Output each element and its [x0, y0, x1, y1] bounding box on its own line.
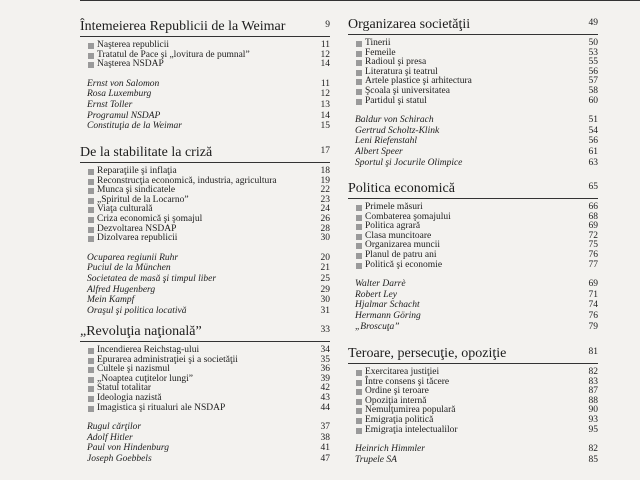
chapter-list — [348, 39, 598, 106]
chapter-title: Femeile — [365, 47, 396, 58]
chapter-page-number: 23 — [320, 194, 330, 205]
chapter-page-number: 30 — [320, 233, 330, 244]
feature-title: Rosa Luxemburg — [87, 89, 152, 100]
section-header — [348, 16, 598, 35]
feature-entry — [348, 311, 598, 322]
feature-page-number: 20 — [320, 252, 330, 263]
square-bullet-icon — [88, 396, 94, 402]
feature-title: Albert Speer — [355, 146, 403, 157]
square-bullet-icon — [88, 169, 94, 175]
square-bullet-icon — [88, 217, 94, 223]
chapter-title: Clasa muncitoare — [365, 230, 432, 241]
feature-title: Ernst Toller — [87, 99, 133, 110]
toc-section — [348, 345, 598, 465]
feature-page-number: 13 — [320, 99, 330, 110]
feature-entry — [80, 100, 330, 111]
section-page-number: 65 — [588, 182, 598, 192]
square-bullet-icon — [88, 53, 94, 59]
chapter-page-number: 95 — [588, 424, 598, 435]
feature-title: Puciul de la München — [87, 263, 171, 274]
feature-page-number: 12 — [320, 89, 330, 100]
feature-entry — [80, 263, 330, 274]
feature-entry — [80, 306, 330, 317]
feature-page-number: 56 — [588, 136, 598, 147]
feature-entry — [348, 126, 598, 137]
feature-title: Oraşul şi politica locativă — [87, 305, 187, 316]
feature-title: Gertrud Scholtz-Klink — [355, 125, 440, 136]
feature-title: Ernst von Salomon — [87, 78, 160, 89]
square-bullet-icon — [356, 418, 362, 424]
chapter-page-number: 43 — [320, 392, 330, 403]
chapter-page-number: 39 — [320, 373, 330, 384]
chapter-page-number: 44 — [320, 402, 330, 413]
chapter-page-number: 88 — [588, 395, 598, 406]
section-title: Organizarea societăţii — [348, 17, 471, 32]
chapter-page-number: 68 — [588, 211, 598, 222]
square-bullet-icon — [88, 207, 94, 213]
feature-title: Mein Kampf — [87, 295, 135, 306]
feature-title: Rugul cărţilor — [87, 422, 142, 433]
feature-entry — [348, 158, 598, 169]
chapter-page-number: 34 — [320, 345, 330, 355]
chapter-page-number: 93 — [588, 414, 598, 425]
chapter-page-number: 50 — [588, 38, 598, 48]
feature-title: Leni Riefenstahl — [355, 136, 418, 147]
section-header — [348, 180, 598, 199]
feature-title: Sportul şi Jocurile Olimpice — [355, 157, 463, 168]
feature-list — [348, 115, 598, 168]
section-title: „Revoluţia naţională” — [80, 324, 202, 339]
section-header — [80, 18, 330, 37]
toc-section — [348, 180, 598, 332]
feature-page-number: 74 — [588, 300, 598, 311]
feature-title: Ocuparea regiunii Ruhr — [87, 252, 179, 263]
square-bullet-icon — [356, 99, 362, 105]
chapter-entry — [348, 97, 598, 107]
chapter-title: Politica agrară — [365, 221, 421, 232]
feature-list — [80, 253, 330, 317]
square-bullet-icon — [88, 62, 94, 68]
square-bullet-icon — [88, 179, 94, 185]
square-bullet-icon — [356, 428, 362, 434]
chapter-title: „Noaptea cuţitelor lungi” — [97, 373, 194, 384]
chapter-page-number: 76 — [588, 249, 598, 260]
square-bullet-icon — [88, 386, 94, 392]
chapter-page-number: 57 — [588, 76, 598, 87]
chapter-title: Opoziţia internă — [365, 395, 427, 406]
feature-entry — [80, 89, 330, 100]
square-bullet-icon — [356, 370, 362, 376]
square-bullet-icon — [356, 408, 362, 414]
section-title: Teroare, persecuţie, opoziţie — [348, 346, 507, 361]
square-bullet-icon — [356, 224, 362, 230]
square-bullet-icon — [356, 243, 362, 249]
feature-list — [80, 422, 330, 464]
feature-entry — [348, 290, 598, 301]
square-bullet-icon — [88, 236, 94, 242]
chapter-page-number: 87 — [588, 386, 598, 397]
chapter-title: Radioul şi presa — [365, 57, 427, 68]
feature-page-number: 30 — [320, 295, 330, 306]
section-page-number: 17 — [320, 146, 330, 156]
square-bullet-icon — [88, 198, 94, 204]
feature-entry — [80, 274, 330, 285]
feature-title: Robert Ley — [355, 289, 397, 300]
section-page-number: 81 — [588, 347, 598, 357]
feature-entry — [80, 285, 330, 296]
square-bullet-icon — [88, 188, 94, 194]
feature-entry — [80, 443, 330, 454]
feature-title: „Broscuţa” — [355, 321, 400, 332]
feature-title: Trupele SA — [355, 454, 397, 465]
feature-title: Alfred Hugenberg — [87, 284, 156, 295]
feature-title: Hjalmar Schacht — [355, 300, 420, 311]
top-rule — [80, 0, 640, 1]
chapter-title: Partidul şi statul — [365, 95, 427, 106]
chapter-page-number: 77 — [588, 259, 598, 270]
chapter-title: Incendierea Reichstag-ului — [97, 345, 200, 355]
feature-entry — [348, 147, 598, 158]
chapter-page-number: 75 — [588, 240, 598, 251]
feature-entry — [348, 455, 598, 466]
chapter-title: Primele măsuri — [365, 202, 423, 212]
feature-title: Joseph Goebbels — [87, 453, 152, 464]
feature-list — [348, 444, 598, 465]
feature-entry — [80, 253, 330, 264]
feature-title: Constituţia de la Weimar — [87, 121, 182, 132]
feature-entry — [80, 121, 330, 132]
feature-page-number: 37 — [320, 422, 330, 433]
feature-page-number: 41 — [320, 443, 330, 454]
feature-page-number: 25 — [320, 273, 330, 284]
chapter-list — [80, 346, 330, 413]
chapter-title: Naşterea NSDAP — [97, 59, 164, 70]
chapter-page-number: 14 — [320, 59, 330, 70]
chapter-page-number: 42 — [320, 383, 330, 394]
section-page-number: 9 — [325, 20, 330, 30]
feature-page-number: 31 — [320, 305, 330, 316]
feature-page-number: 82 — [588, 444, 598, 455]
feature-title: Hermann Göring — [355, 310, 421, 321]
chapter-title: Dezvoltarea NSDAP — [97, 223, 177, 234]
chapter-page-number: 12 — [320, 49, 330, 60]
feature-list — [348, 279, 598, 332]
chapter-page-number: 53 — [588, 47, 598, 58]
chapter-list — [348, 368, 598, 435]
section-page-number: 33 — [320, 325, 330, 335]
square-bullet-icon — [356, 263, 362, 269]
chapter-title: Organizarea muncii — [365, 240, 440, 251]
feature-page-number: 54 — [588, 125, 598, 136]
chapter-title: Combaterea şomajului — [365, 211, 451, 222]
chapter-title: Viaţa culturală — [97, 204, 153, 215]
chapter-entry — [80, 404, 330, 414]
square-bullet-icon — [356, 41, 362, 47]
toc-section — [80, 144, 330, 316]
chapter-page-number: 26 — [320, 213, 330, 224]
toc-section — [348, 16, 598, 168]
section-header — [348, 345, 598, 364]
chapter-page-number: 22 — [320, 185, 330, 196]
section-title: De la stabilitate la criză — [80, 145, 213, 160]
chapter-list — [348, 203, 598, 270]
chapter-title: Emigraţia politică — [365, 414, 434, 425]
chapter-title: Ideologia nazistă — [97, 392, 162, 403]
square-bullet-icon — [356, 60, 362, 66]
feature-title: Societatea de masă şi timpul liber — [87, 273, 217, 284]
feature-page-number: 63 — [588, 157, 598, 168]
chapter-entry — [348, 426, 598, 436]
feature-entry — [348, 300, 598, 311]
section-header — [80, 323, 330, 342]
square-bullet-icon — [356, 51, 362, 57]
feature-entry — [80, 433, 330, 444]
square-bullet-icon — [356, 205, 362, 211]
feature-page-number: 38 — [320, 432, 330, 443]
chapter-entry — [80, 60, 330, 70]
chapter-entry — [348, 261, 598, 271]
chapter-title: Cultele şi nazismul — [97, 364, 170, 375]
feature-title: Programul NSDAP — [87, 110, 161, 121]
chapter-title: Tinerii — [365, 38, 391, 48]
chapter-entry — [80, 234, 330, 244]
chapter-page-number: 90 — [588, 405, 598, 416]
feature-page-number: 29 — [320, 284, 330, 295]
feature-entry — [348, 444, 598, 455]
feature-entry — [348, 279, 598, 290]
feature-entry — [80, 79, 330, 90]
feature-page-number: 76 — [588, 310, 598, 321]
chapter-title: Între consens şi tăcere — [365, 376, 450, 387]
square-bullet-icon — [356, 253, 362, 259]
square-bullet-icon — [88, 377, 94, 383]
chapter-title: Statul totalitar — [97, 383, 152, 394]
chapter-title: Politică şi economie — [365, 259, 443, 270]
square-bullet-icon — [88, 43, 94, 49]
square-bullet-icon — [356, 215, 362, 221]
feature-entry — [80, 295, 330, 306]
square-bullet-icon — [88, 406, 94, 412]
chapter-page-number: 72 — [588, 230, 598, 241]
feature-page-number: 14 — [320, 110, 330, 121]
square-bullet-icon — [88, 348, 94, 354]
chapter-title: Planul de patru ani — [365, 249, 437, 260]
chapter-page-number: 24 — [320, 204, 330, 215]
feature-entry — [80, 422, 330, 433]
feature-title: Adolf Hitler — [87, 432, 133, 443]
chapter-title: Ordine şi teroare — [365, 386, 429, 397]
chapter-title: Imagistica şi ritualuri ale NSDAP — [97, 402, 226, 413]
chapter-page-number: 66 — [588, 202, 598, 212]
chapter-title: Exercitarea justiţiei — [365, 367, 440, 377]
square-bullet-icon — [356, 380, 362, 386]
feature-page-number: 69 — [588, 279, 598, 290]
section-page-number: 49 — [588, 18, 598, 28]
feature-entry — [80, 111, 330, 122]
chapter-title: „Spiritul de la Locarno” — [97, 194, 189, 205]
section-title: Întemeierea Republicii de la Weimar — [80, 19, 286, 34]
square-bullet-icon — [356, 79, 362, 85]
feature-entry — [80, 454, 330, 465]
square-bullet-icon — [88, 358, 94, 364]
chapter-page-number: 36 — [320, 364, 330, 375]
chapter-title: Naşterea republicii — [97, 40, 170, 50]
square-bullet-icon — [356, 70, 362, 76]
feature-page-number: 15 — [320, 121, 330, 132]
chapter-list — [80, 167, 330, 244]
feature-entry — [348, 136, 598, 147]
feature-page-number: 11 — [320, 78, 330, 89]
chapter-page-number: 83 — [588, 376, 598, 387]
square-bullet-icon — [356, 234, 362, 240]
chapter-page-number: 56 — [588, 66, 598, 77]
chapter-page-number: 35 — [320, 354, 330, 365]
chapter-title: Şcoala şi universitatea — [365, 85, 450, 96]
chapter-title: Epurarea administraţiei şi a societăţii — [97, 354, 238, 365]
chapter-page-number: 69 — [588, 221, 598, 232]
square-bullet-icon — [356, 389, 362, 395]
feature-title: Heinrich Himmler — [355, 444, 425, 455]
chapter-title: Criza economică şi şomajul — [97, 213, 203, 224]
feature-title: Walter Darrè — [355, 279, 406, 290]
toc-section — [80, 18, 330, 132]
chapter-title: Munca şi sindicatele — [97, 185, 176, 196]
chapter-page-number: 18 — [320, 166, 330, 176]
chapter-title: Nemulţumirea populară — [365, 405, 456, 416]
chapter-list — [80, 41, 330, 70]
toc-section — [80, 323, 330, 465]
chapter-page-number: 11 — [320, 40, 330, 50]
chapter-page-number: 28 — [320, 223, 330, 234]
square-bullet-icon — [356, 89, 362, 95]
feature-entry — [348, 115, 598, 126]
chapter-page-number: 82 — [588, 367, 598, 377]
chapter-title: Reparaţiile şi inflaţia — [97, 166, 177, 176]
feature-title: Paul von Hindenburg — [87, 443, 169, 454]
square-bullet-icon — [356, 399, 362, 405]
chapter-title: Tratatul de Pace şi „lovitura de pumnal” — [97, 49, 250, 60]
feature-page-number: 47 — [320, 453, 330, 464]
chapter-page-number: 19 — [320, 175, 330, 186]
chapter-title: Reconstrucţia economică, industria, agricultura — [97, 175, 277, 186]
square-bullet-icon — [88, 367, 94, 373]
chapter-page-number: 58 — [588, 85, 598, 96]
feature-page-number: 51 — [588, 115, 598, 126]
chapter-page-number: 60 — [588, 95, 598, 106]
feature-page-number: 21 — [320, 263, 330, 274]
feature-page-number: 79 — [588, 321, 598, 332]
feature-page-number: 85 — [588, 454, 598, 465]
section-header — [80, 144, 330, 163]
chapter-title: Dizolvarea republicii — [97, 233, 178, 244]
feature-list — [80, 79, 330, 132]
chapter-title: Emigraţia intelectualilor — [365, 424, 458, 435]
feature-title: Baldur von Schirach — [355, 115, 434, 126]
chapter-title: Artele plastice şi arhitectura — [365, 76, 472, 87]
square-bullet-icon — [88, 227, 94, 233]
section-title: Politica economică — [348, 181, 455, 196]
chapter-title: Literatura şi teatrul — [365, 66, 438, 77]
feature-entry — [348, 322, 598, 333]
feature-page-number: 71 — [588, 289, 598, 300]
chapter-page-number: 55 — [588, 57, 598, 68]
feature-page-number: 61 — [588, 146, 598, 157]
